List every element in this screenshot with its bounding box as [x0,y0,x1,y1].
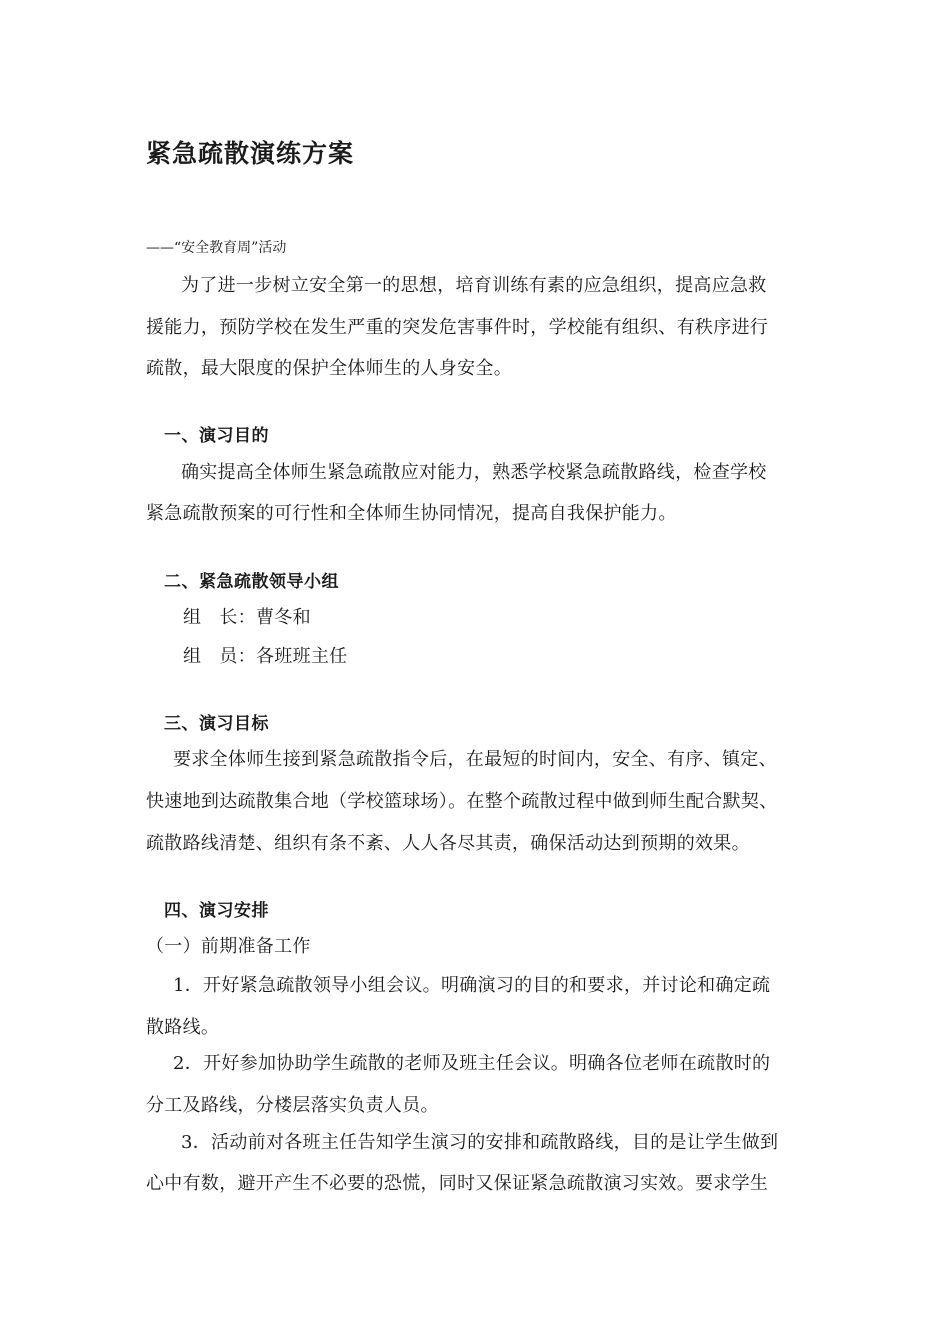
section3-line: 快速地到达疏散集合地（学校篮球场）。在整个疏散过程中做到师生配合默契、 [146,791,778,812]
team-members: 组 员：各班班主任 [183,646,348,667]
document-title: 紧急疏散演练方案 [146,139,355,168]
section-heading-leadership: 二、紧急疏散领导小组 [164,572,339,592]
intro-line: 为了进一步树立安全第一的思想，培育训练有素的应急组织，提高应急救 [181,275,767,296]
intro-line: 疏散，最大限度的保护全体师生的人身安全。 [146,358,512,379]
section-heading-goals: 三、演习目标 [164,714,269,734]
prep-item-3-cont: 心中有数，避开产生不必要的恐慌，同时又保证紧急疏散演习实效。要求学生 [146,1173,769,1194]
section1-line: 确实提高全体师生紧急疏散应对能力，熟悉学校紧急疏散路线，检查学校 [181,462,767,483]
section3-line: 疏散路线清楚、组织有条不紊、人人各尽其责，确保活动达到预期的效果。 [146,833,750,854]
section1-line: 紧急疏散预案的可行性和全体师生协同情况，提高自我保护能力。 [146,503,677,524]
subsection-heading-preparation: （一）前期准备工作 [146,936,311,957]
prep-item-2: 2．开好参加协助学生疏散的老师及班主任会议。明确各位老师在疏散时的 [173,1053,771,1074]
prep-item-1: 1．开好紧急疏散领导小组会议。明确演习的目的和要求，并讨论和确定疏 [173,975,771,996]
prep-item-2-cont: 分工及路线，分楼层落实负责人员。 [146,1095,439,1116]
prep-item-3: 3．活动前对各班主任告知学生演习的安排和疏散路线，目的是让学生做到 [181,1132,779,1153]
prep-item-1-cont: 散路线。 [146,1017,220,1038]
intro-line: 援能力，预防学校在发生严重的突发危害事件时，学校能有组织、有秩序进行 [146,317,769,338]
section3-line: 要求全体师生接到紧急疏散指令后，在最短的时间内，安全、有序、镇定、 [173,749,777,770]
document-subtitle: ——“安全教育周”活动 [146,240,287,256]
team-leader: 组 长：曹冬和 [183,607,311,628]
section-heading-purpose: 一、演习目的 [164,426,269,446]
section-heading-arrangement: 四、演习安排 [164,901,269,921]
